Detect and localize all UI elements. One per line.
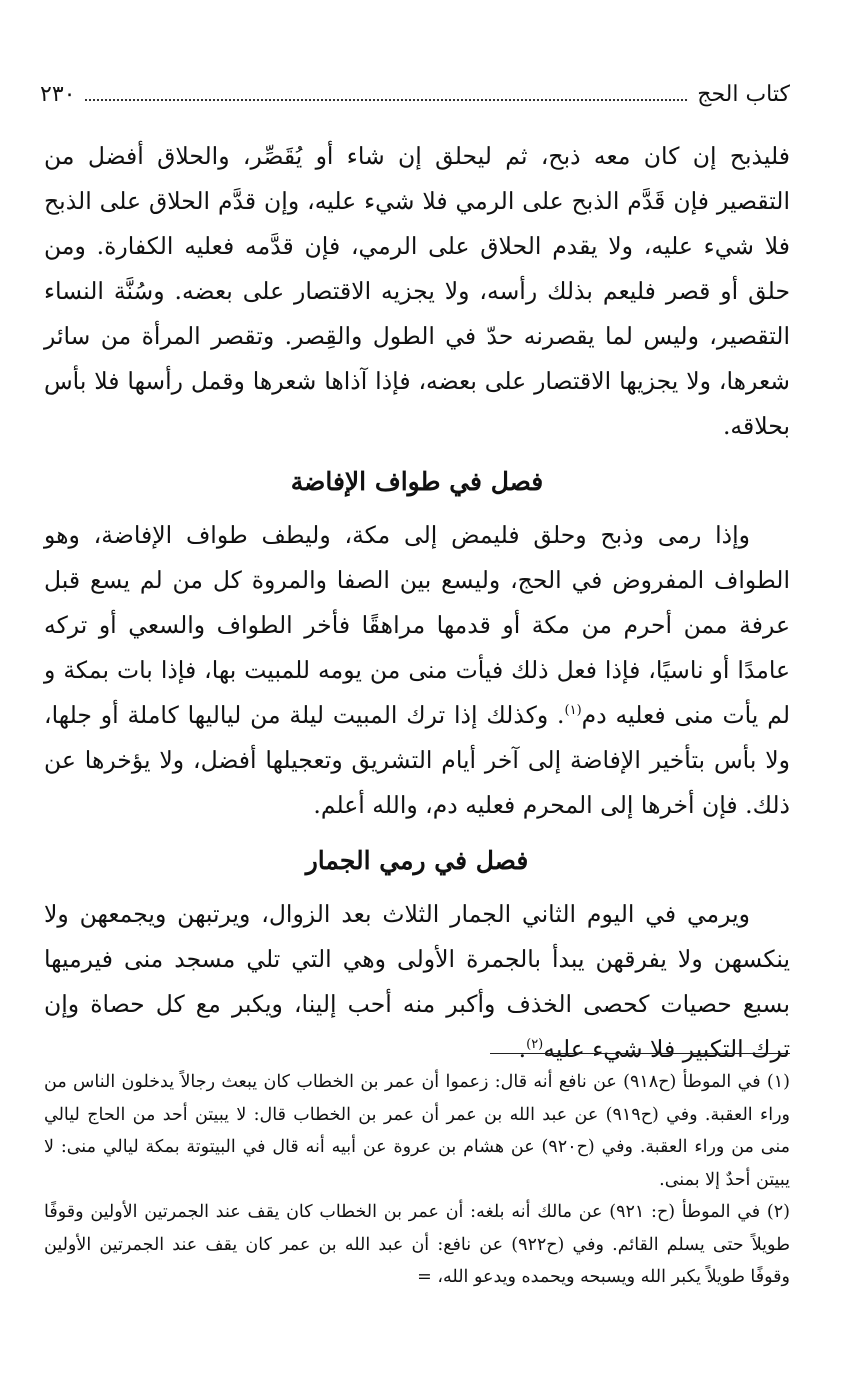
- footnote-2: (٢) في الموطأ (ح: ٩٢١) عن مالك أنه بلغه: أن عمر بن الخطاب كان يقف عند الجمرتين الأولين وقوفًا طويلاً حتى يسلم القائم. وفي (ح٩٢٢) عن نافع: أن عبد الله بن عمر كان يقف عند الجمرتين الأولين وقوفًا طويلاً يكبر الله ويسبحه ويحمده ويدعو الله، =: [44, 1202, 790, 1287]
- section-heading-jimar: فصل في رمي الجمار: [305, 846, 529, 875]
- section-heading-tawaf: فصل في طواف الإفاضة: [290, 467, 544, 496]
- paragraph-tawaf-text: وإذا رمى وذبح وحلق فليمض إلى مكة، وليطف طواف الإفاضة، وهو الطواف المفروض في الحج، وليسع بين الصفا والمروة كل من لم يسع قبل عرفة ممن أحرم من مكة أو قدمها مراهقًا فأخر الطواف والسعي أو تركه عامدًا أو ناسيًا، فإذا فعل ذلك فيأت منى من يومه للمبيت بها، فإذا بات بمكة و لم يأت منى فعليه دم: [44, 521, 790, 729]
- paragraph-jimar-text-cont: .: [518, 1035, 527, 1063]
- paragraph-tawaf-text-cont: . وكذلك إذا ترك المبيت ليلة من لياليها كاملة أو جلها، ولا بأس بتأخير الإفاضة إلى آخر أيام التشريق وتعجيلها أفضل، ولا يؤخرها عن ذلك. فإن أخرها إلى المحرم فعليه دم، والله أعلم.: [44, 701, 790, 819]
- footnotes: [44, 1066, 790, 1294]
- paragraph-tawaf: [44, 513, 790, 828]
- page-number: ٢٣٠: [40, 82, 76, 107]
- leader-dots: [85, 99, 687, 101]
- paragraph-jimar-text: ويرمي في اليوم الثاني الجمار الثلاث بعد الزوال، ويرتبهن ويجمعهن ولا ينكسهن ولا يفرقهن يبدأ بالجمرة الأولى وهي التي تلي مسجد منى فيرميها بسبع حصيات كحصى الخذف وأكبر منه أحب إلينا، ويكبر مع كل حصاة وإن ترك التكبير فلا شيء عليه: [44, 900, 790, 1063]
- footnote-separator: [490, 1053, 790, 1054]
- running-head: [40, 82, 790, 107]
- paragraph-intro: فليذبح إن كان معه ذبح، ثم ليحلق إن شاء أو يُقَصِّر، والحلاق أفضل من التقصير فإن قَدَّم الذبح على الرمي فلا شيء عليه، وإن قدَّم الحلاق على الذبح فلا شيء عليه، ولا يقدم الحلاق على الرمي، فإن قدَّمه فعليه الكفارة. ومن حلق أو قصر فليعم بذلك رأسه، ولا يجزيه الاقتصار على بعضه. وسُنَّة النساء التقصير، وليس لما يقصرنه حدّ في الطول والقِصر. وتقصر المرأة من سائر شعرها، ولا يجزيها الاقتصار على بعضه، فإذا آذاها شعرها وقمل رأسها فلا بأس بحلاقه.: [44, 142, 790, 440]
- footnote-1: (١) في الموطأ (ح٩١٨) عن نافع أنه قال: زعموا أن عمر بن الخطاب كان يبعث رجالاً يدخلون الناس من وراء العقبة. وفي (ح٩١٩) عن عبد الله بن عمر أن عمر بن الخطاب قال: لا يبيتن أحد من الحاج ليالي منى من وراء العقبة. وفي (ح٩٢٠) عن هشام بن عروة عن أبيه أنه قال في البيتوتة بمكة ليالي منى: لا يبيتن أحدٌ إلا بمنى.: [44, 1072, 791, 1190]
- footnote-ref-1[interactable]: (١): [564, 703, 582, 719]
- footnote-ref-2[interactable]: (٢): [526, 1037, 544, 1053]
- paragraph-jimar: [44, 892, 790, 1072]
- main-text: [44, 134, 790, 1072]
- book-title: كتاب الحج: [697, 82, 790, 107]
